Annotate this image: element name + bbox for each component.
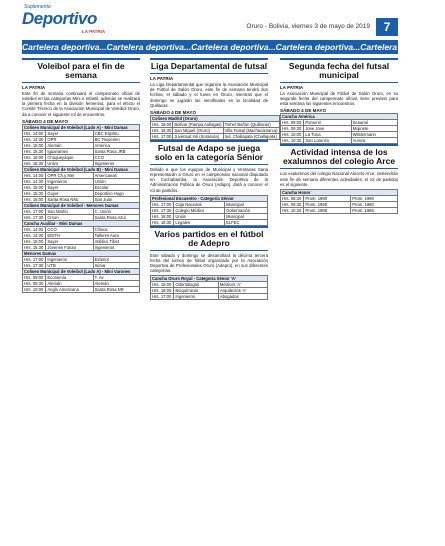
table-row: Hrs. 15:00 Alemán América [23, 142, 140, 148]
fixture-table [280, 113, 398, 144]
venue-row: Coliseo Municipal de Voleibol (Lado A) - Mini Varones [23, 268, 140, 274]
page-number: 7 [376, 18, 398, 36]
venue-row: Coliseo Madrid (Oruro) [151, 115, 280, 121]
table-row: Hrs. 16:00 Bioquímicos Arquitectos 'A' [151, 288, 268, 294]
byline: LA PATRIA [280, 84, 304, 90]
table-row: Hrs. 16:30 Univo Ingenieros [23, 160, 140, 166]
day-heading: SÁBADO 4 DE MAYO [22, 118, 69, 124]
table-row: Hrs. 14:00 Sayer CBC Espiritu [23, 130, 140, 136]
venue-row: Profesional Encuentro - Categoría Sénior [151, 195, 268, 201]
table-row: Hrs. 16:00 Santa Rosa NNL San Juan [23, 196, 140, 202]
fixture-table [280, 189, 398, 214]
table-row: Hrs. 09:00 Economía T. Av [23, 274, 140, 280]
article-body: Debido a que los equipos de Municipal y Ventanas Sana representarán a Oruro en el campeonato nacional disputado en Cochabamba, la Asociación Deportiva de la Administración Pública de Oruro (Adapo), dará a conocer el rol de partidos. [150, 166, 268, 193]
article-body: Este sábado y domingo se desarrollará la décima tercera fecha del torneo de fútbol organizado por la Asociación Deportiva de Profesionales Oruro (Adepro), en sus diferentes categorías. [150, 252, 268, 274]
table-row: Hrs. 10:30 San Lorenzo Aurora [281, 138, 398, 144]
table-row: Hrs. 16:00 Choqueyaque CCO [23, 154, 140, 160]
article-body: La Asociación Municipal de Fútbol de Salón Oruro, en su segunda fecha del campeonato oficial, tiene previsto para esta semana los siguientes encuentros. [280, 90, 398, 107]
venue-row: Menores Damas [23, 250, 140, 256]
table-row: Hrs. 10:30 Prom. 1988 Prom. 1985 [281, 207, 398, 213]
table-row: Hrs. 14:30 Ingenieros Unión [23, 178, 140, 184]
table-row: Hrs. 17:00 Caja Nacional Municipal [151, 201, 268, 207]
table-row: Hrs. 15:30 Jóvenes Futuro Ingenieros [23, 244, 140, 250]
table-row: Hrs. 15:00 Odontólogos Médicos 'A' [151, 282, 268, 288]
fixture-table [150, 115, 280, 140]
table-row: Hrs. 10:00 Anglo Americano Santa Rosa NR [23, 286, 140, 292]
table-row: Hrs. 17:00 Ingenieros Abogados [151, 294, 268, 300]
table-row: Hrs. 15:00 Sayer Atlético Tíbet [23, 238, 140, 244]
article-title: Voleibol para el fin de semana [22, 58, 140, 83]
table-row: Hrs. 16:30 San Miguel (Oruro) Villa Futsal (Machacamarca) [152, 127, 278, 133]
fixture-table [22, 124, 140, 293]
article-title: Segunda fecha del futsal municipal [280, 58, 398, 83]
venue-row: Cancha Auxiliar - Mini Damas [23, 220, 140, 226]
table-row: Hrs. 09:30 Jove Jove Mojinete [281, 126, 398, 132]
table-row: Hrs. 09:30 Prom. 1995 Prom. 1980 [281, 201, 398, 207]
table-row: Hrs. 14:30 OPR BC Teuvenen [23, 136, 140, 142]
table-row: Hrs. 09:30 Alemán Alemán [23, 280, 140, 286]
table-row: Hrs. 08:30 Prom. 1990 Prom. 1996 [281, 195, 398, 201]
venue-row: Cancha América [281, 114, 398, 120]
logo-sub: LA PATRIA [82, 29, 106, 34]
table-row: Hrs. 15:00 Sayer Escolar [23, 184, 140, 190]
article-title: Actividad intensa de los exalumnos del colegio Arce [280, 144, 398, 169]
logo-super: Suplemento [24, 4, 51, 10]
table-row: Hrs. 17:00 San Martín C. Unión [23, 208, 140, 214]
table-row: Hrs. 14:00 OPR Ch.y Mer Americanas [23, 172, 140, 178]
article-body: La Liga Departamental que organiza la Asociación Municipal de Fútbol de Salón Oruro, este fin de semana tendrá dos fechas, el sábado y el lunes en Oruro, mientras que el domingo se jugarán las semifinales en la localidad de Quillacas. [150, 81, 268, 108]
table-row: Hrs. 17:30 Cmon Santa Rosa Azul [23, 214, 140, 220]
logo-name: Deportivo [22, 9, 97, 28]
table-row: Hrs. 18:30 Legales ELFEC [151, 219, 268, 225]
page-header [0, 0, 420, 40]
venue-row: Coliseo Municipal de Voleibol (Lado A) - Mini Damas [23, 124, 140, 130]
date-line: Oruro - Bolivia, viernes 3 de mayo de 2019 [246, 23, 370, 30]
table-row: Hrs. 17:00 Juventud Inti (Sorasora) Ind. Challapata (Challapata) [151, 133, 280, 139]
column-futsal-municipal [280, 58, 398, 538]
table-row: Hrs. 18:00 Unión Municipal [151, 213, 268, 219]
table-row: Hrs. 14:00 CCO Clínica [23, 226, 140, 232]
article-title: Liga Departamental de futsal [150, 58, 268, 74]
table-row: Hrs. 17:30 Colegio Médico Gobernación [151, 207, 268, 213]
day-heading: SÁBADO 4 DE MAYO [150, 109, 197, 115]
column-futsal [150, 58, 278, 538]
table-row: Hrs. 10:00 La Tuna Wilstermann [281, 132, 398, 138]
section-band: Cartelera deportiva...Cartelera deportiva...Cartelera deportiva...Cartelera deportiva...Cartelera deportiva... [22, 42, 445, 52]
venue-row: Cancha Oruro Royal - Categoría Sénior 'A' [151, 276, 268, 282]
article-title: Futsal de Adapo se juega solo en la categoría Sénior [150, 140, 268, 165]
article-title: Varios partidos en el fútbol de Adepro [150, 226, 268, 251]
fixture-table [150, 275, 268, 300]
venue-row: Coliseo Municipal de Voleibol - Menores Damas [23, 202, 140, 208]
venue-row: Cancha Honor [281, 189, 398, 195]
fixture-table [150, 195, 268, 226]
table-row: Hrs. 15:30 Iguanamex Santa Rosa JRB [23, 148, 140, 154]
table-row: Hrs. 15:30 Guyer Deportivo Hugo [23, 190, 140, 196]
supplement-logo [22, 4, 132, 36]
table-row: Hrs. 17:00 Ingenieros Exterior [23, 256, 140, 262]
article-body: Los exalumnos del colegio Nacional Aniceto Arce, sostendrán este fin de semana diferentes actividades, el rol de partidos es el siguiente. [280, 171, 398, 187]
column-voleibol [22, 58, 140, 538]
table-row: Hrs. 17:30 UTB Iniciar [23, 262, 140, 268]
byline: LA PATRIA [150, 75, 174, 81]
table-row: Hrs. 14:30 EDITH Talleres Aura [23, 232, 140, 238]
table-row: Hrs. 09:00 Porvenir Senamé [281, 120, 398, 126]
table-row: Hrs. 16:00 Bolívar (Pampa Aullagas) Torres Bañón (Quillacas) [151, 121, 280, 127]
byline: LA PATRIA [22, 84, 46, 90]
day-heading: SÁBADO 4 DE MAYO [280, 108, 327, 114]
article-body: Este fin de semana continuará el campeonato oficial de voleibol en las categorías Mini e Infantil, además se realizará la primera fecha en la división femenina, para el efecto el Comité Técnico de la Asociación Municipal de Voleibol Oruro, da a conocer el siguiente rol de encuentros. [22, 90, 140, 117]
venue-row: Coliseo Municipal de Voleibol (Lado B) - Mini Damas [23, 166, 140, 172]
